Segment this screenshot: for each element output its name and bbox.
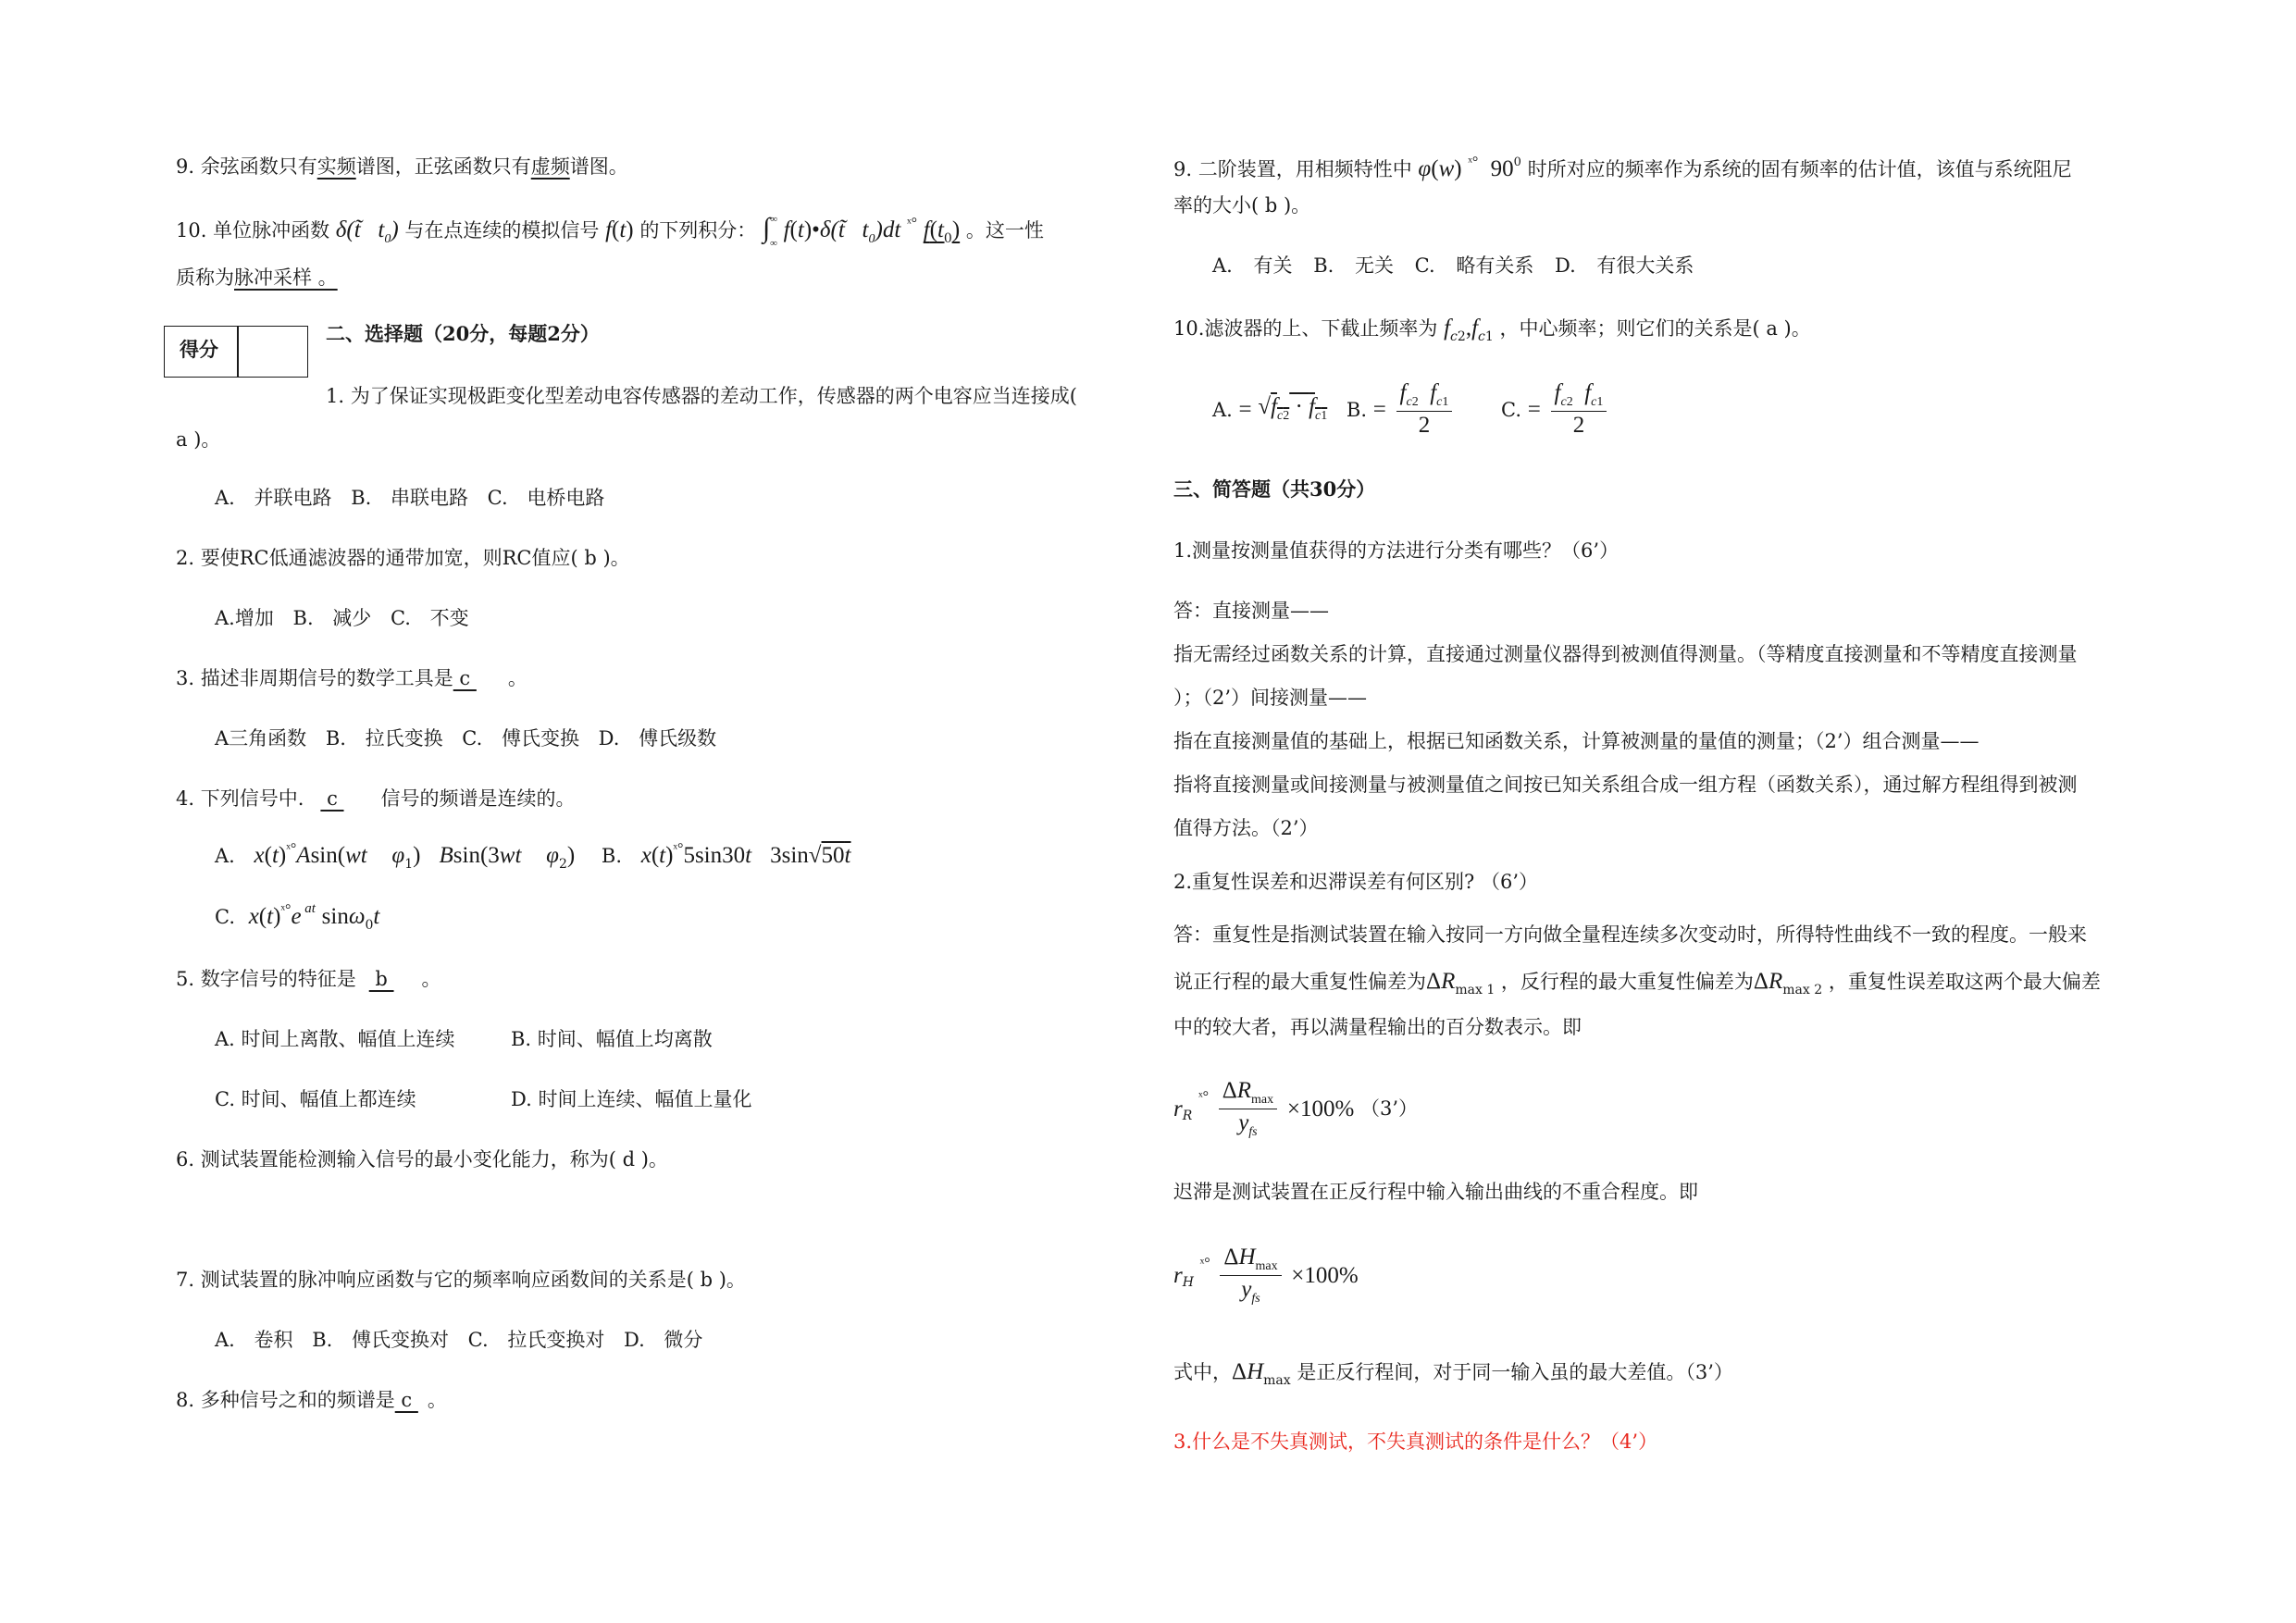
- s2-hysteresis: 迟滞是测试装置在正反行程中输入输出曲线的不重合程度。即: [1173, 1181, 1698, 1203]
- c1-options: A. 并联电路 B. 串联电路 C. 电桥电路: [215, 487, 605, 509]
- s3-question: 3.什么是不失真测试，不失真测试的条件是什么？（4’）: [1173, 1431, 1658, 1453]
- section3-title: 三、简答题（共30分）: [1173, 477, 1376, 501]
- c8-question: 8. 多种信号之和的频谱是 c 。: [176, 1389, 447, 1411]
- c5-option-d: D. 时间上连续、幅值上量化: [511, 1088, 752, 1110]
- c1-line2: a )。: [176, 428, 221, 451]
- r-q9-line2: 率的大小( b )。: [1173, 194, 1311, 217]
- r-q9-line1: 9. 二阶装置，用相频特性中 φ(w) $^{ˣ^\circ}$ $90^0$ 时所对应的频率作为系统的固有频率的估计值，该值与系统阻尼: [1173, 155, 2072, 181]
- formula-repeatability: $r_R$ $^{ˣ^\circ}$ $\frac{\Delta R_{max}}{y_{fs}}$ ×100% （3’）: [1173, 1078, 1419, 1139]
- c7-options: A. 卷积 B. 傅氏变换对 C. 拉氏变换对 D. 微分: [215, 1329, 703, 1351]
- s1-answer-6: 值得方法。（2’）: [1173, 817, 1319, 839]
- c4-options-c: C. $x(t)^{ˣ^\circ}e$ $^{at}$ sinω$_0$t: [215, 901, 380, 933]
- r-q10-question: 10.滤波器的上、下截止频率为 $f_{c2},f_{c1}$ ，中心频率；则它们的关系是( a )。: [1173, 316, 1811, 344]
- q10-line2: 质称为脉冲采样 。: [176, 266, 338, 289]
- s1-answer-4: 指在直接测量值的基础上，根据已知函数关系，计算被测量的量值的测量；（2’）组合测量——: [1173, 730, 1980, 752]
- s1-answer-2: 指无需经过函数关系的计算，直接通过测量仪器得到被测值得测量。（等精度直接测量和不等精度直接测量: [1173, 643, 2078, 665]
- s2-where: 式中，$\Delta H_{max}$ 是正反行程间，对于同一输入虽的最大差值。（3’）: [1173, 1359, 1733, 1388]
- c6-question: 6. 测试装置能检测输入信号的最小变化能力，称为( d )。: [176, 1148, 668, 1171]
- integral-expression: $\int^\infty_\infty$: [763, 213, 778, 249]
- c5-option-a: A. 时间上离散、幅值上连续: [215, 1028, 455, 1050]
- s1-question: 1.测量按测量值获得的方法进行分类有哪些？（6’）: [1173, 539, 1620, 562]
- s1-answer-3: ）；（2’）间接测量——: [1173, 687, 1368, 709]
- c5-option-b: B. 时间、幅值上均离散: [511, 1028, 713, 1050]
- option-b-fraction: $\frac{f_{c2} f_{c1}}{2}$: [1396, 381, 1453, 437]
- s1-answer-5: 指将直接测量或间接测量与被测量值之间按已知关系组合成一组方程（函数关系），通过解方程组得到被测: [1173, 774, 2078, 796]
- c1-line1: 1. 为了保证实现极距变化型差动电容传感器的差动工作，传感器的两个电容应当连接成(: [326, 385, 1077, 407]
- s1-answer-1: 答：直接测量——: [1173, 600, 1329, 622]
- option-c-fraction: $\frac{f_{c2} f_{c1}}{2}$: [1551, 381, 1607, 437]
- c4-question: 4. 下列信号中. c 信号的频谱是连续的。: [176, 787, 576, 810]
- section2-title: 二、选择题（20分，每题2分）: [326, 322, 600, 345]
- c2-options: A.增加 B. 减少 C. 不变: [215, 607, 469, 629]
- r-q10-options: A. = $√f_{c2} \cdot f_{c1}$ B. = $\frac{f_{c2} f_{c1}}{2}$ C. = $\frac{f_{c2} f_{c1}}{2}$: [1212, 381, 1610, 437]
- c3-question: 3. 描述非周期信号的数学工具是 c 。: [176, 667, 527, 689]
- r-q9-options: A. 有关 B. 无关 C. 略有关系 D. 有很大关系: [1212, 254, 1694, 277]
- s2-answer-3: 中的较大者，再以满量程输出的百分数表示。即: [1173, 1016, 1582, 1038]
- score-box: [164, 326, 308, 378]
- s2-answer-2: 说正行程的最大重复性偏差为$\Delta R_{max 1}$ ，反行程的最大重复性偏差为$\Delta R_{max 2}$ ，重复性误差取这两个最大偏差: [1173, 969, 2101, 997]
- score-label: 得分: [180, 338, 218, 361]
- c7-question: 7. 测试装置的脉冲响应函数与它的频率响应函数间的关系是( b )。: [176, 1269, 746, 1291]
- score-divider: [237, 327, 239, 377]
- q10-fill: 10. 单位脉冲函数 δ(t̃ $t_0$) 与在点连续的模拟信号 f(t) 的下列积分： $\int^\infty_\infty$ f(t)•δ(t̃ $t_0)dt$ $^{ˣ^\circ}$ $f(t_0)$ 。这一性: [176, 213, 1044, 249]
- c5-option-c: C. 时间、幅值上都连续: [215, 1088, 416, 1110]
- q9-fill: 9. 余弦函数只有实频谱图，正弦函数只有虚频谱图。: [176, 155, 628, 178]
- s2-answer-1: 答：重复性是指测试装置在输入按同一方向做全量程连续多次变动时，所得特性曲线不一致的程度。一般来: [1173, 923, 2087, 946]
- s2-question: 2.重复性误差和迟滞误差有何区别? （6’）: [1173, 871, 1539, 893]
- c2-question: 2. 要使RC低通滤波器的通带加宽，则RC值应( b )。: [176, 547, 630, 569]
- c5-question: 5. 数字信号的特征是 b 。: [176, 968, 441, 990]
- delta-function: δ(t̃ $t_0$): [335, 217, 399, 246]
- formula-hysteresis: $r_H$ $^{ˣ^\circ}$ $\frac{\Delta H_{max}}{y_{fs}}$ ×100%: [1173, 1245, 1359, 1306]
- c4-options-ab: A. $x(t)^{ˣ^\circ}Asin(wt$ $\varphi_1$) Bsin(3wt $\varphi_2$) B. $x(t)^{ˣ^\circ}5\sin 30t$ $3\sin√50\overline{t}$: [215, 841, 851, 872]
- c3-options: A三角函数 B. 拉氏变换 C. 傅氏变换 D. 傅氏级数: [215, 727, 717, 750]
